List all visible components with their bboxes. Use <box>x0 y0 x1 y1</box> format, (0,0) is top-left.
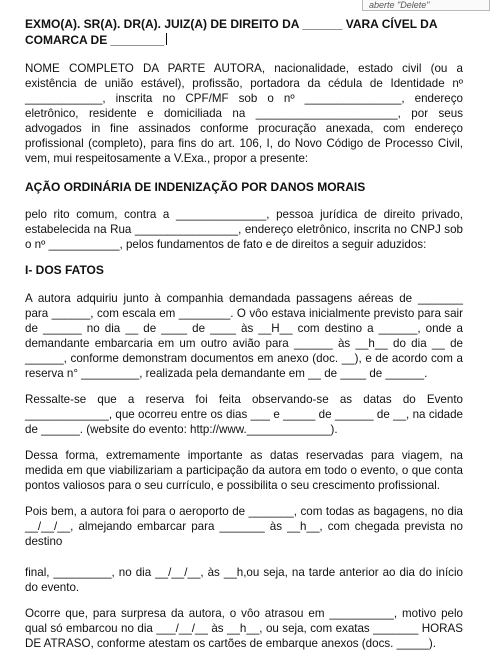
petition-document[interactable] <box>25 16 463 662</box>
facts-paragraph-3: Dessa forma, extremamente importante as datas reservadas para viagem, na medida em que viabilizariam a participação da autora em todo o evento, o que conta pontos valiosos para o seu currículo, e possibilita o seu crescimento profissional. <box>25 449 463 492</box>
court-header-text: EXMO(A). SR(A). DR(A). JUIZ(A) DE DIREITO DA ______ VARA CÍVEL DA COMARCA DE ________ <box>25 17 438 47</box>
facts-paragraph-4: Pois bem, a autora foi para o aeroporto de _______, com todas as bagagens, no dia __/__/__, almejando embarcar para _______ às __h__, com chegada prevista no destino <box>25 505 463 548</box>
court-header <box>25 16 463 48</box>
facts-paragraph-2: Ressalte-se que a reserva foi feita observando-se as datas do Evento _____________, que ocorreu entre os dias ___ e _____ de ______ de __, na cidade de ______. (website do evento: http://www._____________). <box>25 393 463 436</box>
plaintiff-qualification-paragraph: NOME COMPLETO DA PARTE AUTORA, nacionalidade, estado civil (ou a existência de união estável), profissão, portadora da cédula de Identidade nº ____________, inscrita no CPF/MF sob o nº _______________, endereço eletrônico, residente e domiciliada na ______________________, por seus advogados in fine assinados conforme procuração anexada, com endereço profissional (completo), para fins do art. 106, I, do Novo Código de Processo Civil, vem, mui respeitosamente a V.Exa., propor a presente: <box>25 62 463 165</box>
action-title: AÇÃO ORDINÁRIA DE INDENIZAÇÃO POR DANOS MORAIS <box>25 180 366 194</box>
facts-paragraph-6: Ocorre que, para surpresa da autora, o vôo atrasou em __________, motivo pelo qual só embarcou no dia ___/__/__ às __h__, ou seja, com exatas _______ HORAS DE ATRASO, conforme atestam os cartões de embarque anexos (docs. _____). <box>25 607 463 650</box>
defendant-paragraph: pelo rito comum, contra a ______________, pessoa jurídica de direito privado, estabelecida na Rua ________________, endereço eletrônico, inscrita no CNPJ sob o nº ___________, pelos fundamentos de fato e de direitos a seguir aduzidos: <box>25 208 463 251</box>
text-cursor <box>166 33 167 45</box>
facts-paragraph-5: final, _________, no dia __/__/__, às __h,ou seja, na tarde anterior ao dia do início do evento. <box>25 566 463 594</box>
delete-hint-banner: aberte "Delete" <box>362 0 490 11</box>
section-title-facts: I- DOS FATOS <box>25 263 104 277</box>
facts-paragraph-1: A autora adquiriu junto à companhia demandada passagens aéreas de _______ para ______, com escala em ________. O vôo estava inicialmente previsto para sair de ______ no dia __ de ____ de ____ às __H__ com destino a ______, onde a demandante embarcaria em um outro avião para ______ às __h__ do dia __ de ______, conforme demonstram documentos em anexo (doc. __), e de acordo com a reserva n° _________, realizada pela demandante em __ de ____ de ______. <box>25 292 463 380</box>
